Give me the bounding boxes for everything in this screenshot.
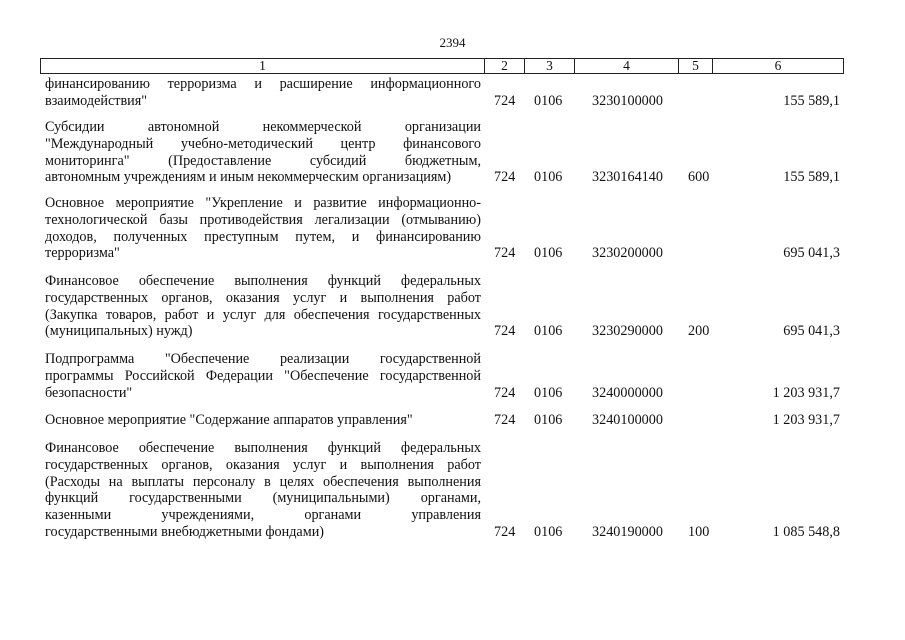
- description-line: (Расходы на выплаты персоналу в целях обеспечения выполнения: [45, 473, 481, 490]
- header-col-3: 3: [525, 59, 575, 73]
- cell-c5: 200: [688, 323, 710, 340]
- description-line: финансированию терроризма и расширение информационного: [45, 76, 481, 92]
- row-description: [45, 351, 481, 401]
- page-number: 2394: [439, 35, 466, 50]
- description-line: технологической базы противодействия легализации (отмыванию): [45, 211, 481, 228]
- header-col-2: 2: [485, 59, 525, 73]
- cell-c5: 600: [688, 169, 710, 186]
- row-description: [45, 195, 481, 262]
- cell-c6: 1 203 931,7: [772, 412, 840, 428]
- cell-c6: 155 589,1: [783, 92, 840, 109]
- description-line: терроризма": [45, 245, 120, 262]
- cell-c5: 100: [688, 524, 710, 540]
- description-line: Финансовое обеспечение выполнения функций федеральных: [45, 273, 481, 289]
- cell-c3: 0106: [534, 384, 563, 401]
- description-line: государственных органов, оказания услуг и выполнения работ: [45, 456, 481, 473]
- cell-c2: 724: [494, 323, 516, 340]
- description-line: государственными внебюджетными фондами): [45, 523, 325, 540]
- cell-c4: 3230164140: [592, 169, 663, 186]
- row-description: [45, 119, 481, 186]
- cell-c3: 0106: [534, 92, 563, 109]
- row-description: [45, 273, 481, 340]
- description-line: Подпрограмма "Обеспечение реализации государственной: [45, 351, 481, 367]
- cell-c4: 3240100000: [592, 412, 663, 428]
- description-line: (муниципальных) нужд): [45, 323, 193, 340]
- header-col-4: 4: [575, 59, 679, 73]
- description-line: казенными учреждениями, органами управления: [45, 507, 481, 524]
- cell-c4: 3230100000: [592, 92, 663, 109]
- description-line: взаимодействия": [45, 92, 148, 109]
- cell-c3: 0106: [534, 323, 563, 340]
- header-col-1: 1: [41, 59, 485, 73]
- cell-c4: 3240190000: [592, 524, 663, 540]
- description-line: "Международный учебно-методический центр финансового: [45, 135, 481, 152]
- cell-c2: 724: [494, 169, 516, 186]
- description-line: безопасности": [45, 384, 133, 401]
- description-line: мониторинга" (Предоставление субсидий бюджетным,: [45, 152, 481, 169]
- description-line: Финансовое обеспечение выполнения функций федеральных: [45, 440, 481, 456]
- description-line: программы Российской Федерации "Обеспечение государственной: [45, 367, 481, 384]
- cell-c6: 1 203 931,7: [772, 384, 840, 401]
- description-line: Субсидии автономной некоммерческой организации: [45, 119, 481, 135]
- description-line: Основное мероприятие "Укрепление и развитие информационно-: [45, 195, 481, 211]
- cell-c3: 0106: [534, 245, 563, 262]
- cell-c2: 724: [494, 412, 516, 428]
- cell-c2: 724: [494, 384, 516, 401]
- cell-c3: 0106: [534, 412, 563, 428]
- header-col-5: 5: [679, 59, 713, 73]
- cell-c4: 3230290000: [592, 323, 663, 340]
- cell-c3: 0106: [534, 169, 563, 186]
- row-description: [45, 440, 481, 541]
- table-header: [40, 58, 844, 74]
- description-line: государственных органов, оказания услуг и выполнения работ: [45, 289, 481, 306]
- cell-c2: 724: [494, 92, 516, 109]
- description-line: Основное мероприятие "Содержание аппаратов управления": [45, 412, 413, 428]
- cell-c2: 724: [494, 245, 516, 262]
- description-line: автономным учреждениям и иным некоммерческим организациям): [45, 169, 452, 186]
- cell-c6: 695 041,3: [783, 245, 840, 262]
- description-line: доходов, полученных преступным путем, и финансированию: [45, 228, 481, 245]
- cell-c6: 695 041,3: [783, 323, 840, 340]
- description-line: (Закупка товаров, работ и услуг для обеспечения государственных: [45, 306, 481, 323]
- cell-c6: 1 085 548,8: [772, 524, 840, 540]
- cell-c4: 3230200000: [592, 245, 663, 262]
- row-description: [45, 76, 481, 110]
- cell-c4: 3240000000: [592, 384, 663, 401]
- cell-c2: 724: [494, 524, 516, 540]
- cell-c6: 155 589,1: [783, 169, 840, 186]
- row-description: [45, 412, 481, 429]
- cell-c3: 0106: [534, 524, 563, 540]
- header-col-6: 6: [774, 58, 782, 73]
- description-line: функций государственными (муниципальными) органами,: [45, 490, 481, 507]
